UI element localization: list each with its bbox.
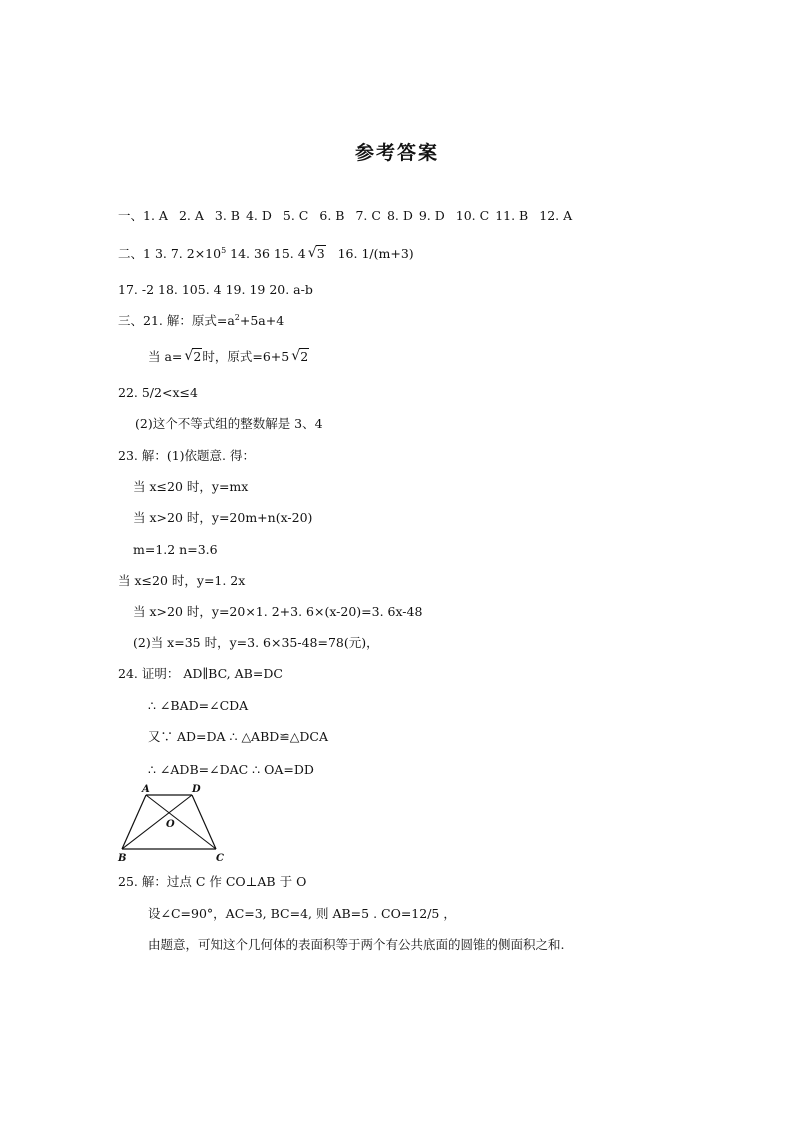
q23-line3: 当 x>20 时，y=20m+n(x-20)	[133, 510, 313, 525]
label-d: D	[192, 784, 201, 795]
answer-6: 6. B	[319, 208, 345, 223]
answer-2: 2. A	[178, 208, 204, 223]
label-o: O	[166, 819, 175, 830]
q22-line2: (2)这个不等式组的整数解是 3、4	[135, 416, 323, 431]
q23-line1: 23. 解：(1)依题意. 得：	[118, 448, 256, 463]
line-17-20: 17. -2 18. 105. 4 19. 19 20. a-b	[118, 282, 313, 297]
sqrt-symbol: √ 2	[184, 348, 202, 364]
answer-8: 8. D	[386, 208, 413, 223]
trapezoid-figure	[116, 783, 236, 865]
q21-line2: 当 a= √ 2时，原式=6+5 √ 2	[148, 348, 309, 364]
q23-line5: 当 x≤20 时，y=1. 2x	[118, 573, 246, 588]
answer-3: 3. B	[214, 208, 240, 223]
answer-13-exponent: 5	[221, 245, 227, 255]
answer-4: 4. D	[245, 208, 272, 223]
section1-line	[118, 208, 572, 224]
label-a: A	[142, 784, 150, 795]
sqrt-symbol: √ 2	[291, 348, 309, 364]
edge-ab	[122, 795, 146, 849]
q23-line6: 当 x>20 时，y=20×1. 2+3. 6×(x-20)=3. 6x-48	[133, 604, 423, 619]
answer-10: 10. C	[455, 208, 490, 223]
q23-line4: m=1.2 n=3.6	[133, 542, 218, 557]
answer-13: 1 3. 7. 2×10	[143, 246, 222, 261]
answer-11: 11. B	[495, 208, 529, 223]
q25-line2: 设∠C=90°，AC=3, BC=4, 则 AB=5 . CO=12/5 ，	[148, 906, 456, 921]
page-title: 参考答案	[354, 142, 439, 164]
q24-line3: 又∵ AD=DA ∴ △ABD≌△DCA	[148, 729, 328, 744]
section1-prefix: 一、	[118, 208, 144, 223]
sqrt-symbol: √ 3	[307, 245, 325, 261]
answer-15: 15. 4 √ 3	[273, 245, 325, 261]
q21-line1: 三、21. 解：原式$=a^2+5a+4$	[118, 312, 285, 328]
q23-line7: (2)当 x=35 时，y=3. 6×35-48=78(元)，	[133, 635, 379, 650]
edge-dc	[192, 795, 216, 849]
q25-line3: 由题意，可知这个几何体的表面积等于两个有公共底面的圆锥的侧面积之和.	[148, 937, 565, 952]
answer-16: 16. 1/(m+3)	[337, 246, 414, 261]
answer-7: 7. C	[355, 208, 381, 223]
section2-line	[118, 246, 414, 262]
answer-1: 1. A	[143, 208, 168, 223]
q24-line4: ∴ ∠ADB=∠DAC ∴ OA=DD	[148, 762, 314, 777]
section2-prefix: 二、	[118, 246, 144, 261]
q24-line2: ∴ ∠BAD=∠CDA	[148, 698, 249, 713]
q24-line1: 24. 证明： AD∥BC, AB=DC	[118, 666, 283, 681]
answer-14: 14. 36	[230, 246, 270, 261]
q25-line1: 25. 解：过点 C 作 CO⊥AB 于 O	[118, 874, 307, 889]
q22-line1: 22. 5/2<x≤4	[118, 385, 198, 400]
answer-12: 12. A	[539, 208, 573, 223]
q23-line2: 当 x≤20 时，y=mx	[133, 479, 249, 494]
label-c: C	[216, 853, 224, 864]
answer-5: 5. C	[282, 208, 309, 223]
label-b: B	[118, 853, 127, 864]
answer-9: 9. D	[418, 208, 445, 223]
